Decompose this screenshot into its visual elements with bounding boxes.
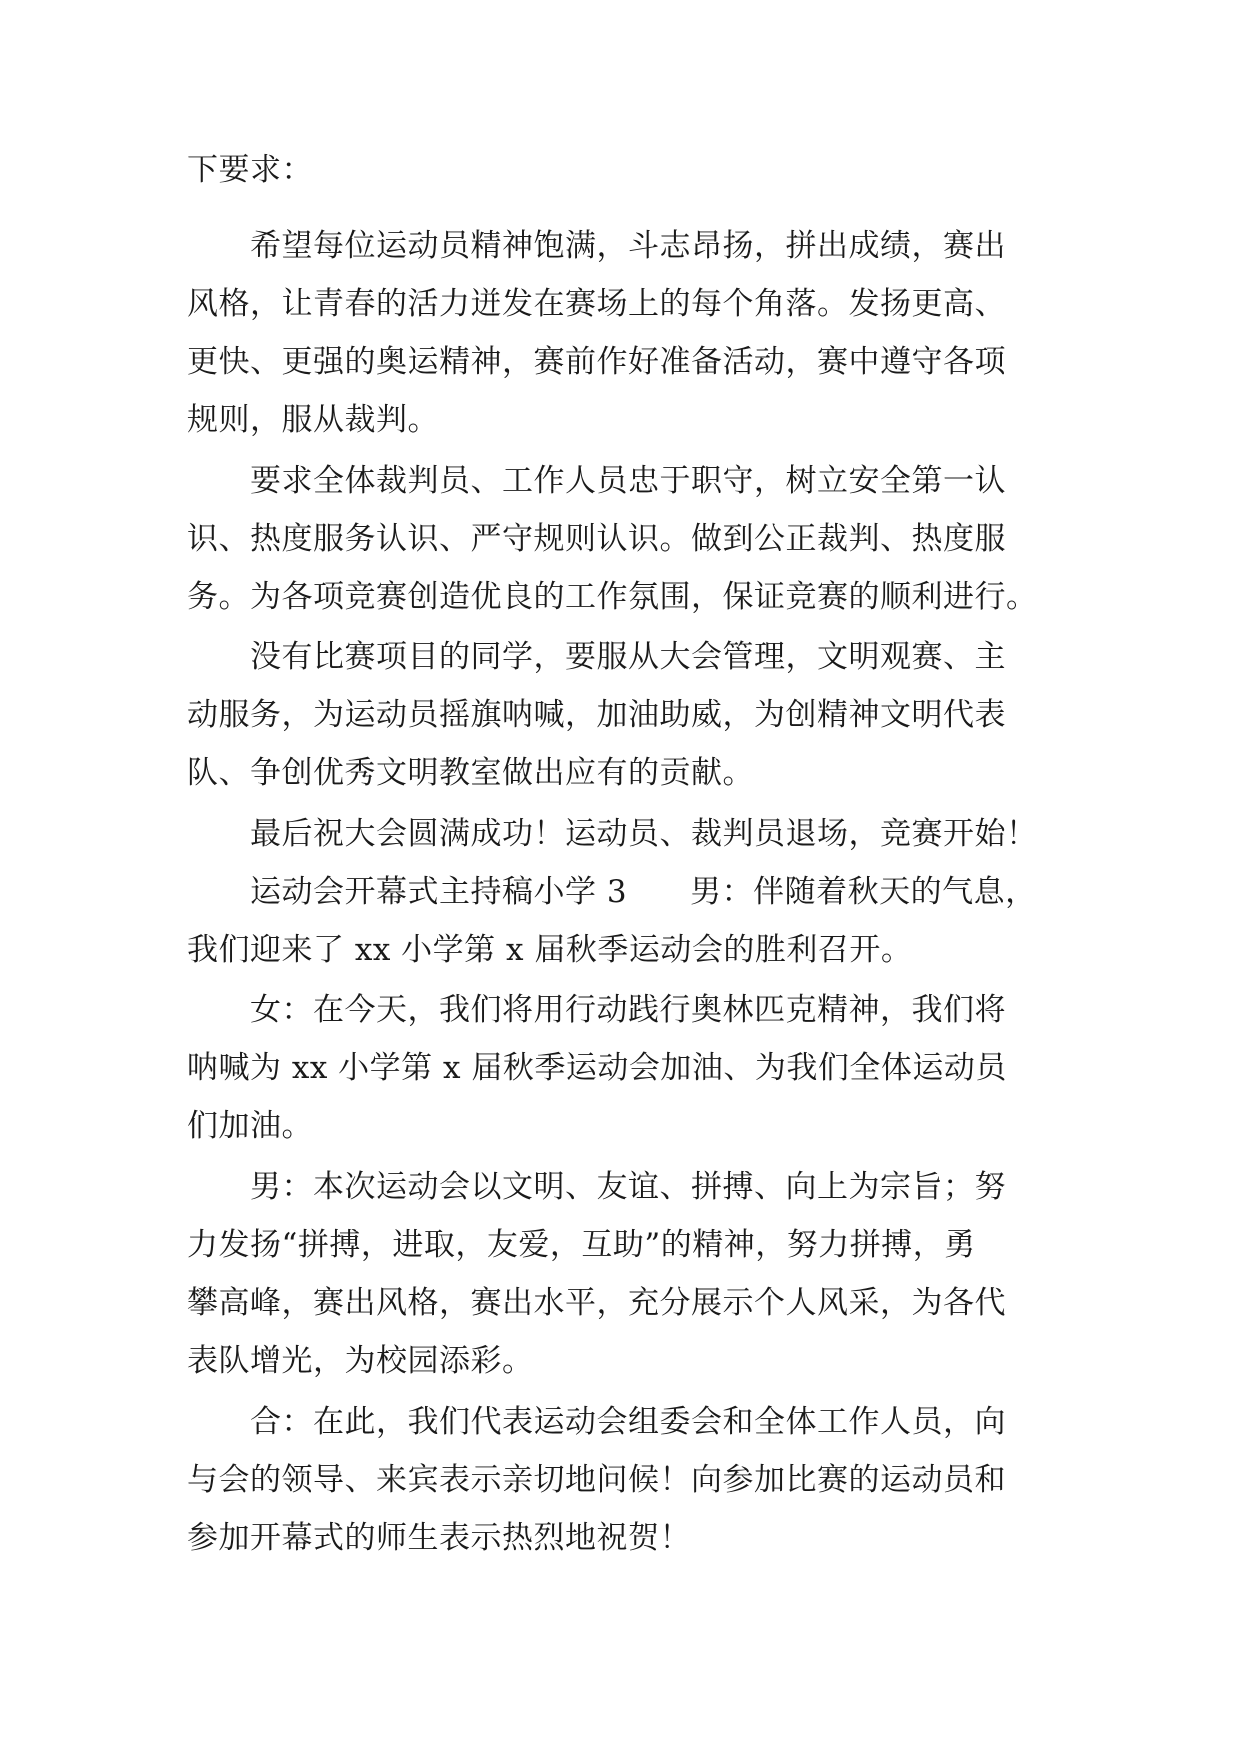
paragraph-first-line: 要求全体裁判员、工作人员忠于职守，树立安全第一认 <box>250 463 1006 499</box>
text-line: 表队增光，为校园添彩。 <box>187 1343 534 1379</box>
text-line: 风格，让青春的活力迸发在赛场上的每个角落。发扬更高、 <box>187 286 1006 322</box>
text-line: 更快、更强的奥运精神，赛前作好准备活动，赛中遵守各项 <box>187 344 1006 380</box>
text-line: 攀高峰，赛出风格，赛出水平，充分展示个人风采，为各代 <box>187 1285 1006 1321</box>
text-line: 呐喊为 xx 小学第 x 届秋季运动会加油、为我们全体运动员 <box>187 1050 1007 1086</box>
text-line: 下要求： <box>187 152 313 188</box>
paragraph-first-line: 女：在今天，我们将用行动践行奥林匹克精神，我们将 <box>250 992 1006 1028</box>
paragraph-first-line: 男：本次运动会以文明、友谊、拼搏、向上为宗旨；努 <box>250 1169 1006 1205</box>
paragraph-first-line: 希望每位运动员精神饱满，斗志昂扬，拼出成绩，赛出 <box>250 228 1006 264</box>
text-line: 识、热度服务认识、严守规则认识。做到公正裁判、热度服 <box>187 521 1006 557</box>
paragraph-first-line: 最后祝大会圆满成功！运动员、裁判员退场，竞赛开始！ <box>250 816 1038 852</box>
text-line: 们加油。 <box>187 1108 313 1144</box>
text-line: 力发扬“拼搏，进取，友爱，互助”的精神，努力拼搏，勇 <box>187 1227 976 1263</box>
paragraph-first-line: 没有比赛项目的同学，要服从大会管理，文明观赛、主 <box>250 639 1006 675</box>
text-line: 与会的领导、来宾表示亲切地问候！向参加比赛的运动员和 <box>187 1462 1006 1498</box>
text-line: 我们迎来了 xx 小学第 x 届秋季运动会的胜利召开。 <box>187 932 913 968</box>
text-line: 规则，服从裁判。 <box>187 402 439 438</box>
text-line: 队、争创优秀文明教室做出应有的贡献。 <box>187 755 754 791</box>
paragraph-first-line: 运动会开幕式主持稿小学 3 男：伴随着秋天的气息， <box>250 874 1037 910</box>
paragraph-first-line: 合：在此，我们代表运动会组委会和全体工作人员，向 <box>250 1404 1006 1440</box>
text-line: 务。为各项竞赛创造优良的工作氛围，保证竞赛的顺利进行。 <box>187 579 1038 615</box>
text-line: 参加开幕式的师生表示热烈地祝贺！ <box>187 1520 691 1556</box>
text-line: 动服务，为运动员摇旗呐喊，加油助威，为创精神文明代表 <box>187 697 1006 733</box>
